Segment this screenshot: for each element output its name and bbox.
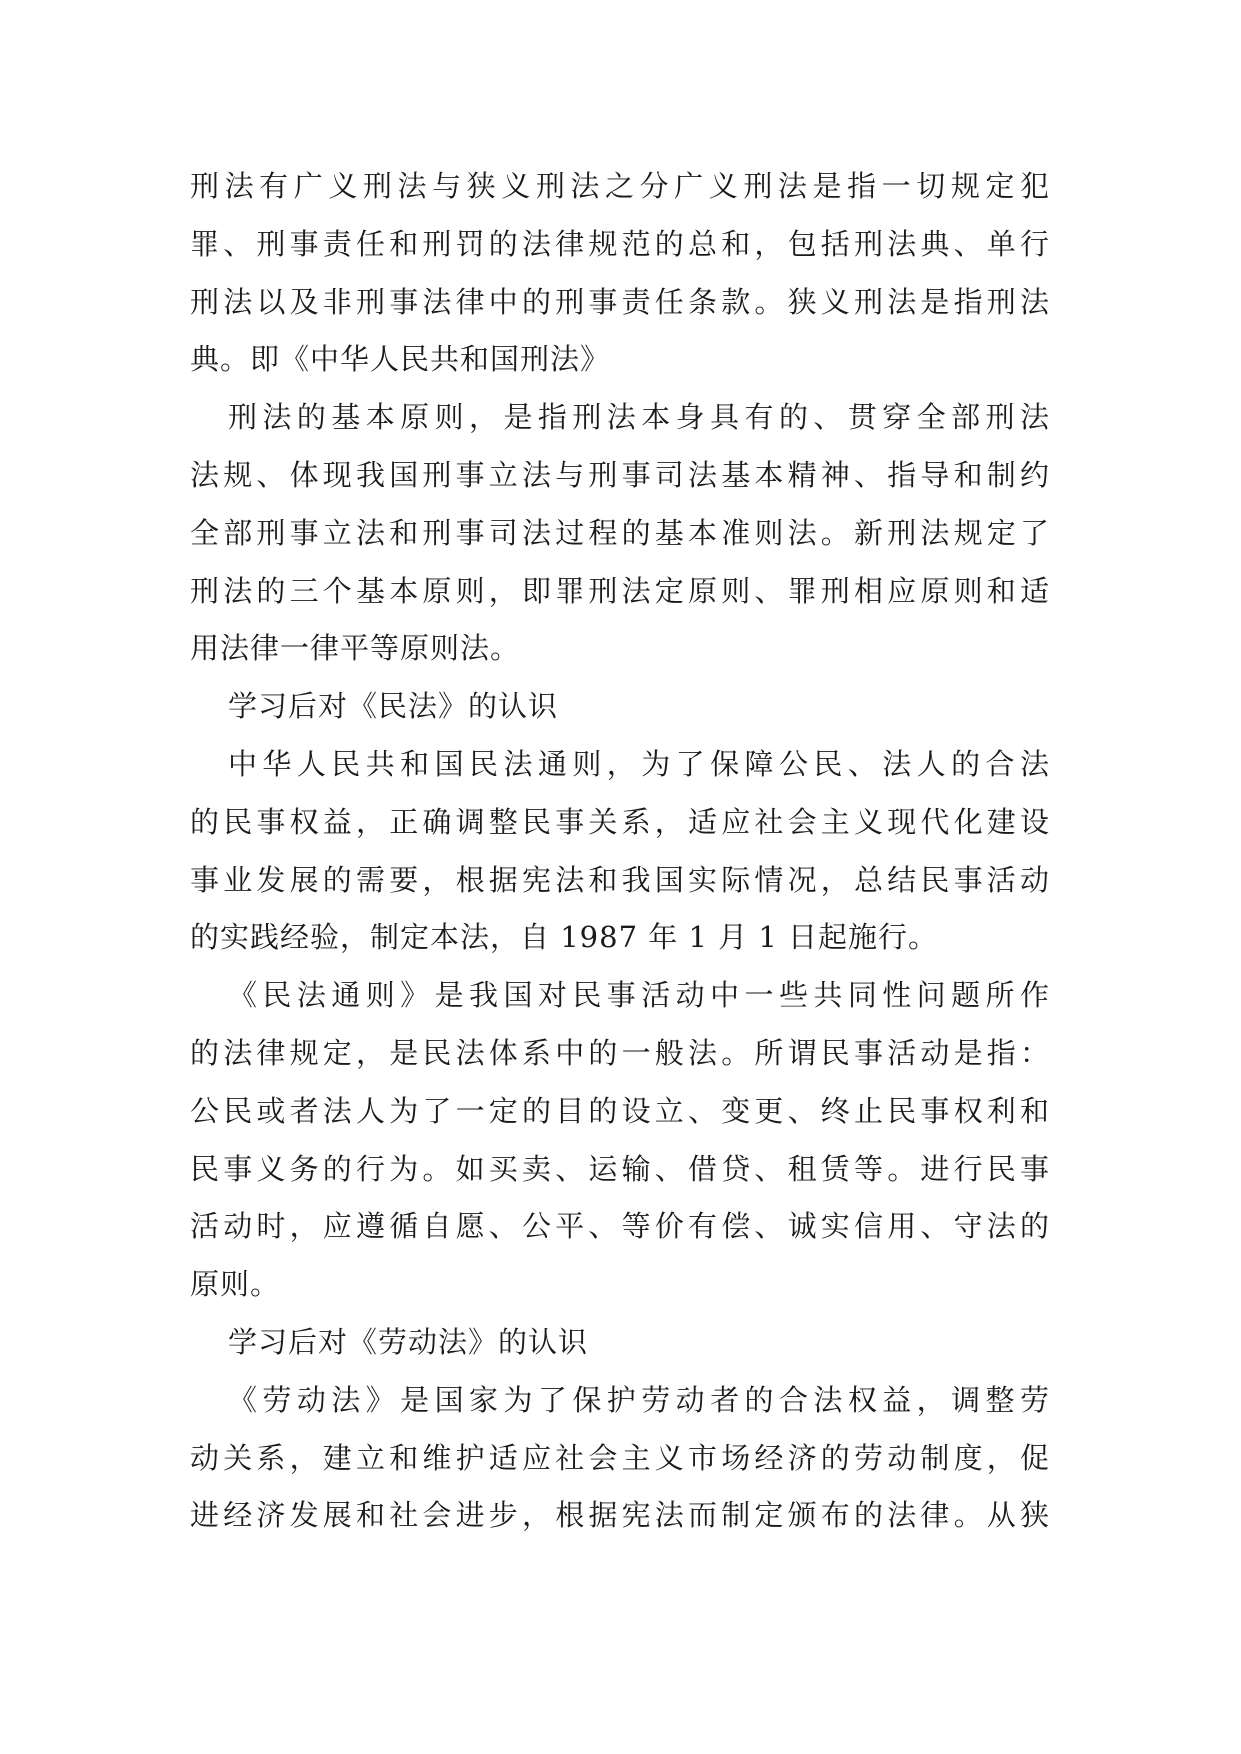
paragraph-criminal-law-principles bbox=[190, 389, 1050, 678]
text-line: 刑法的三个基本原则，即罪刑法定原则、罪刑相应原则和适 bbox=[190, 573, 1050, 608]
paragraph-labor-law bbox=[190, 1372, 1050, 1545]
text-line: 刑法以及非刑事法律中的刑事责任条款。狭义刑法是指刑法 bbox=[190, 284, 1050, 319]
document-page bbox=[190, 158, 1050, 1545]
text-line: 的法律规定，是民法体系中的一般法。所谓民事活动是指： bbox=[190, 1035, 1050, 1070]
text-line: 《民法通则》是我国对民事活动中一些共同性问题所作 bbox=[228, 978, 1050, 1013]
section-heading: 学习后对《民法》的认识 bbox=[228, 689, 559, 724]
text-line: 刑法的基本原则，是指刑法本身具有的、贯穿全部刑法 bbox=[228, 400, 1050, 435]
paragraph-criminal-law-scope bbox=[190, 158, 1050, 389]
text-line: 典。即《中华人民共和国刑法》 bbox=[190, 342, 611, 377]
text-line: 的民事权益，正确调整民事关系，适应社会主义现代化建设 bbox=[190, 804, 1050, 839]
text-line: 用法律一律平等原则法。 bbox=[190, 631, 521, 666]
text-line: 中华人民共和国民法通则，为了保障公民、法人的合法 bbox=[228, 746, 1050, 781]
text-line: 事业发展的需要，根据宪法和我国实际情况，总结民事活动 bbox=[190, 862, 1050, 897]
text-line: 公民或者法人为了一定的目的设立、变更、终止民事权利和 bbox=[190, 1093, 1050, 1128]
text-line: 活动时，应遵循自愿、公平、等价有偿、诚实信用、守法的 bbox=[190, 1209, 1050, 1244]
text-line: 《劳动法》是国家为了保护劳动者的合法权益，调整劳 bbox=[228, 1382, 1050, 1417]
section-heading: 学习后对《劳动法》的认识 bbox=[228, 1324, 589, 1359]
text-line: 进经济发展和社会进步，根据宪法而制定颁布的法律。从狭 bbox=[190, 1498, 1050, 1533]
text-line: 民事义务的行为。如买卖、运输、借贷、租赁等。进行民事 bbox=[190, 1151, 1050, 1186]
text-line: 刑法有广义刑法与狭义刑法之分广义刑法是指一切规定犯 bbox=[190, 169, 1050, 203]
text-line: 原则。 bbox=[190, 1267, 281, 1302]
text-line: 的实践经验，制定本法，自 1987 年 1 月 1 日起施行。 bbox=[190, 920, 939, 955]
text-line: 法规、体现我国刑事立法与刑事司法基本精神、指导和制约 bbox=[190, 457, 1050, 492]
section-heading-civil-law bbox=[190, 678, 1050, 736]
text-line: 全部刑事立法和刑事司法过程的基本准则法。新刑法规定了 bbox=[190, 515, 1050, 550]
section-heading-labor-law bbox=[190, 1314, 1050, 1372]
paragraph-civil-activities bbox=[190, 967, 1050, 1314]
paragraph-civil-law-general-principles bbox=[190, 736, 1050, 967]
text-line: 动关系，建立和维护适应社会主义市场经济的劳动制度，促 bbox=[190, 1440, 1050, 1475]
text-line: 罪、刑事责任和刑罚的法律规范的总和，包括刑法典、单行 bbox=[190, 226, 1050, 261]
